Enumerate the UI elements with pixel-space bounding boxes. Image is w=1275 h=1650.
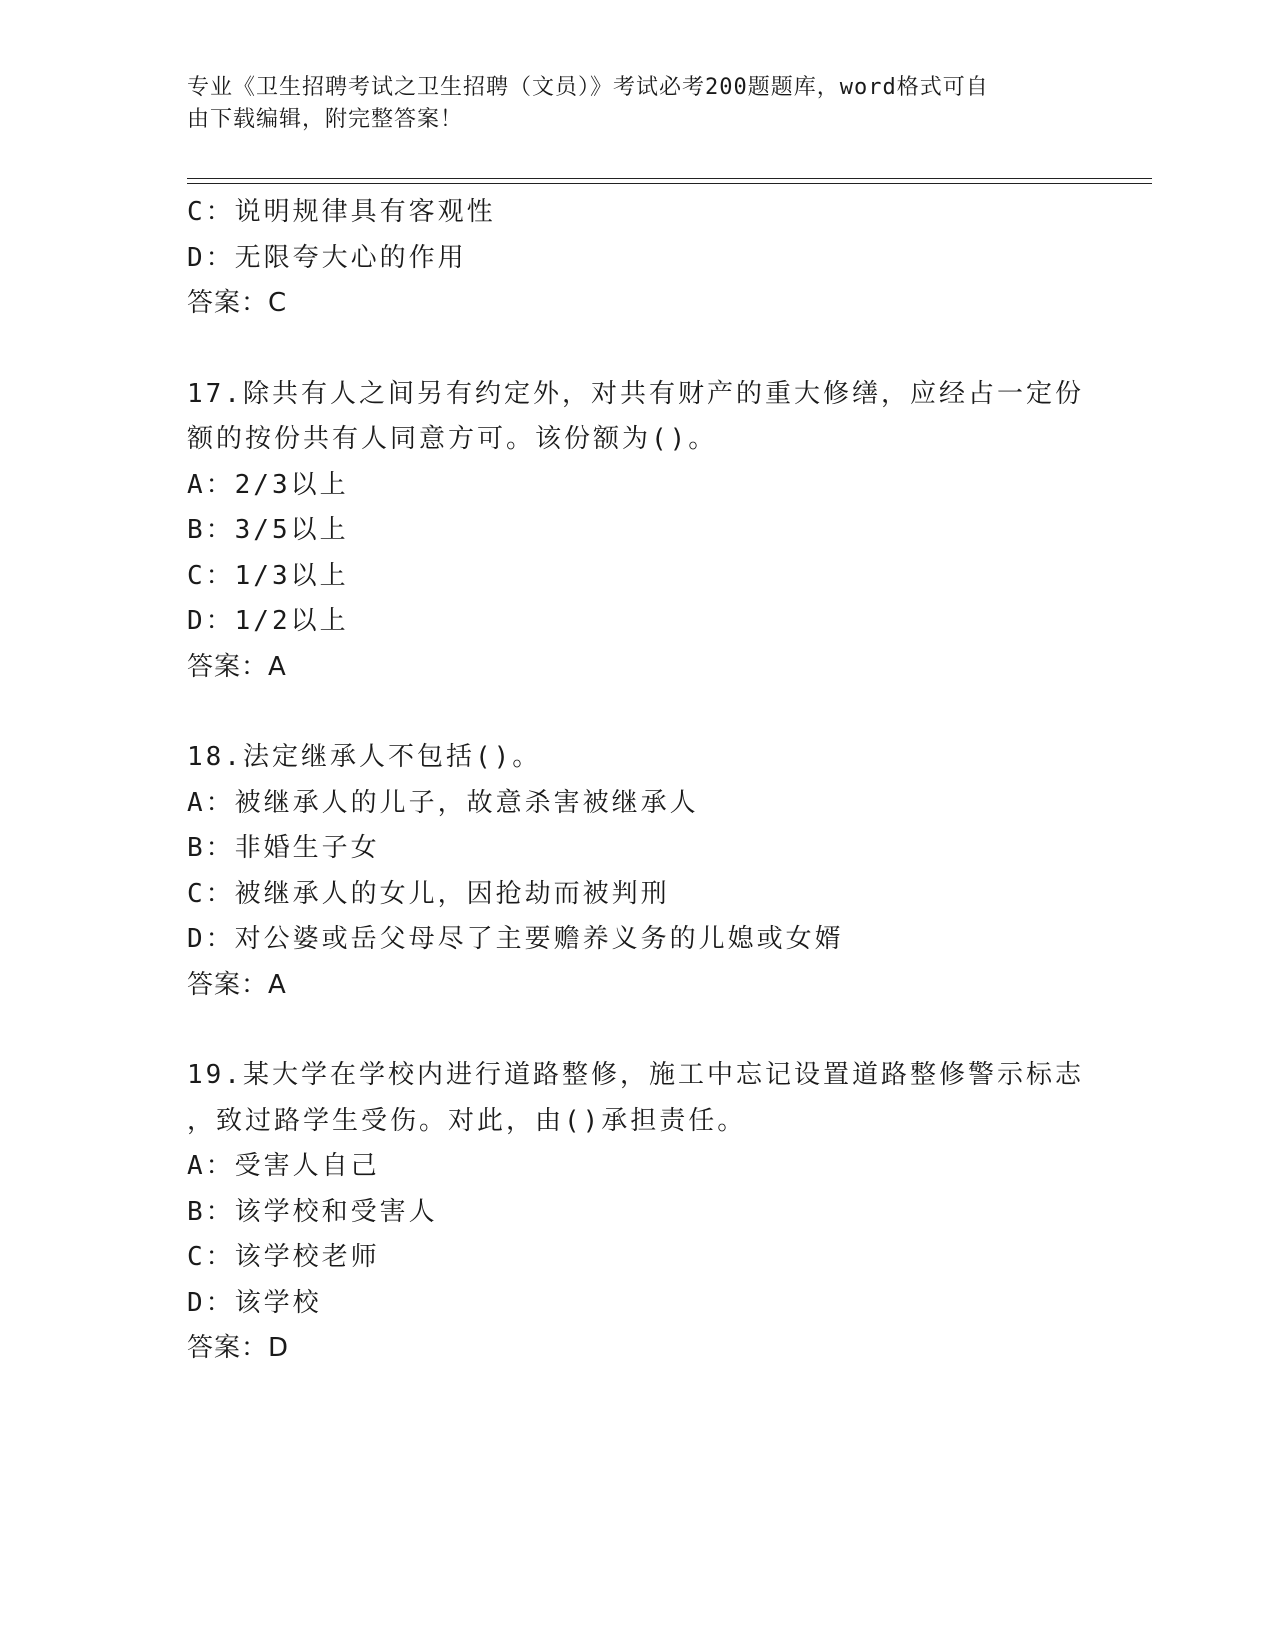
option-a: A：被继承人的儿子，故意杀害被继承人	[187, 787, 699, 818]
spacer	[187, 1008, 1087, 1053]
option-c: C：该学校老师	[187, 1242, 380, 1272]
answer-line: 答案：D	[187, 1333, 290, 1363]
answer-line: 答案：A	[187, 651, 287, 682]
header-line-1: 专业《卫生招聘考试之卫生招聘（文员）》考试必考200题题库，word格式可自	[187, 75, 989, 100]
page-header	[187, 72, 1067, 136]
spacer	[187, 327, 1087, 372]
option-c: C：被继承人的女儿，因抢劫而被判刑	[187, 878, 670, 909]
question-text-line-2: ，致过路学生受伤。对此，由()承担责任。	[187, 1105, 747, 1136]
option-c: C：1/3以上	[187, 560, 349, 591]
header-divider-bottom	[187, 183, 1152, 184]
spacer	[187, 690, 1087, 735]
question-text-line-1: 18.法定继承人不包括()。	[187, 742, 542, 772]
answer-line: 答案：A	[187, 969, 287, 1000]
option-b: B：非婚生子女	[187, 833, 380, 863]
question-17	[187, 372, 1087, 691]
option-d: D：对公婆或岳父母尽了主要赡养义务的儿媳或女婿	[187, 924, 844, 954]
option-d: D：1/2以上	[187, 606, 349, 636]
header-line-2: 由下载编辑，附完整答案！	[187, 107, 464, 132]
option-a: A：2/3以上	[187, 469, 349, 500]
question-18	[187, 735, 1087, 1008]
answer-line: 答案：C	[187, 288, 288, 318]
question-19	[187, 1053, 1087, 1372]
option-a: A：受害人自己	[187, 1151, 380, 1181]
question-text-line-2: 额的按份共有人同意方可。该份额为()。	[187, 424, 718, 454]
question-text-line-1: 17.除共有人之间另有约定外，对共有财产的重大修缮，应经占一定份	[187, 378, 1084, 409]
option-b: B：3/5以上	[187, 515, 349, 545]
question-text-line-1: 19.某大学在学校内进行道路整修，施工中忘记设置道路整修警示标志	[187, 1060, 1084, 1090]
option-c: C：说明规律具有客观性	[187, 197, 496, 227]
header-divider-top	[187, 178, 1152, 179]
option-d: D：无限夸大心的作用	[187, 242, 467, 273]
option-b: B：该学校和受害人	[187, 1196, 438, 1227]
question-list	[187, 190, 1087, 1372]
question-16-continuation	[187, 190, 1087, 327]
option-d: D：该学校	[187, 1287, 322, 1318]
